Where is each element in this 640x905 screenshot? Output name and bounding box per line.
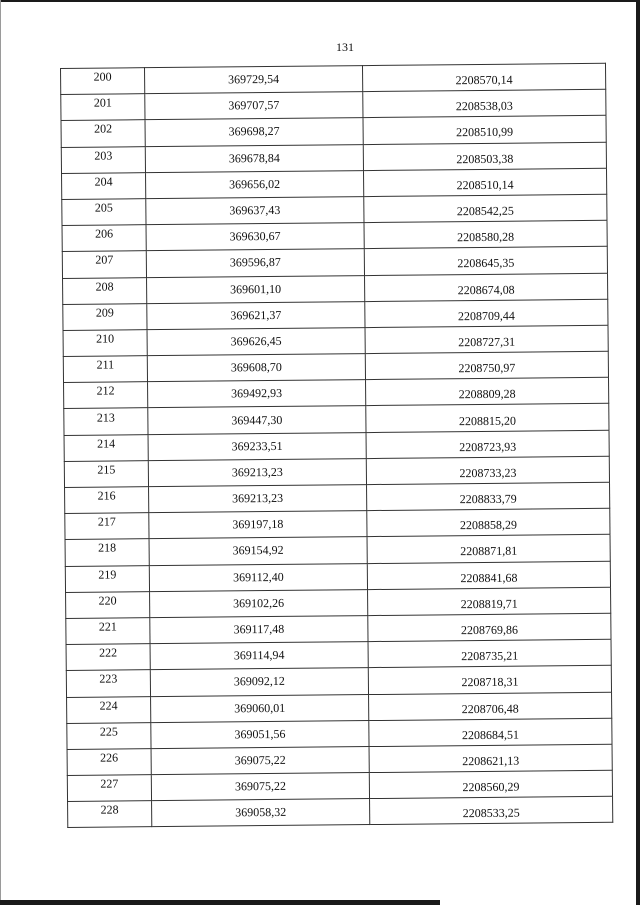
- point-number-cell-text: 214: [97, 436, 116, 451]
- point-number-cell-text: 224: [99, 698, 118, 713]
- y-coordinate-cell-text: 2208560,29: [462, 779, 520, 795]
- x-coordinate-cell-text: 369154,92: [232, 543, 284, 558]
- x-coordinate-cell-text: 369197,18: [232, 517, 284, 532]
- y-coordinate-cell-text: 2208503,38: [456, 151, 514, 166]
- x-coordinate-cell-text: 369621,37: [230, 307, 282, 323]
- point-number-cell: [63, 277, 147, 304]
- x-coordinate-cell-text: 369729,54: [228, 71, 280, 87]
- x-coordinate-cell-text: 369092,12: [233, 674, 285, 689]
- y-coordinate-cell: [369, 692, 612, 721]
- x-coordinate-cell: [149, 485, 367, 513]
- y-coordinate-cell-text: 2208718,31: [461, 675, 519, 690]
- x-coordinate-cell: [148, 406, 366, 434]
- point-number-cell-text: 201: [93, 95, 112, 110]
- point-number-cell-text: 202: [94, 121, 113, 137]
- y-coordinate-cell-text: 2208858,29: [459, 517, 517, 533]
- point-number-cell-text: 220: [98, 593, 117, 608]
- point-number-cell-text: 211: [96, 357, 115, 372]
- y-coordinate-cell: [367, 535, 610, 564]
- point-number-cell: [66, 670, 150, 697]
- point-number-cell-text: 219: [98, 567, 117, 582]
- point-number-cell-text: 207: [95, 252, 114, 268]
- page-number: 131: [336, 40, 354, 54]
- x-coordinate-cell-text: 369233,51: [231, 438, 283, 454]
- y-coordinate-cell-text: 2208833,79: [459, 491, 517, 507]
- point-number-cell-text: 215: [97, 462, 116, 477]
- y-coordinate-cell: [362, 63, 605, 92]
- x-coordinate-cell-text: 369117,48: [233, 621, 285, 637]
- y-coordinate-cell-text: 2208538,03: [455, 98, 513, 114]
- x-coordinate-cell: [148, 380, 366, 408]
- x-coordinate-cell-text: 369596,87: [229, 255, 281, 270]
- y-coordinate-cell-text: 2208645,35: [457, 256, 515, 271]
- y-coordinate-cell: [366, 377, 609, 406]
- point-number-cell: [65, 513, 149, 540]
- x-coordinate-cell-text: 369678,84: [228, 150, 280, 166]
- x-coordinate-cell-text: 369060,01: [234, 700, 286, 715]
- x-coordinate-cell: [149, 511, 367, 539]
- x-coordinate-cell: [145, 144, 363, 172]
- y-coordinate-cell: [363, 142, 606, 171]
- x-coordinate-cell: [146, 170, 364, 198]
- x-coordinate-cell-text: 369626,45: [230, 333, 282, 349]
- point-number-cell: [64, 408, 148, 435]
- y-coordinate-cell: [365, 325, 608, 354]
- y-coordinate-cell-text: 2208727,31: [458, 334, 516, 350]
- point-number-cell-text: 225: [99, 724, 118, 739]
- point-number-cell: [62, 251, 146, 278]
- y-coordinate-cell: [367, 561, 610, 590]
- x-coordinate-cell-text: 369213,23: [231, 464, 283, 480]
- x-coordinate-cell: [149, 537, 367, 565]
- y-coordinate-cell-text: 2208871,81: [460, 544, 518, 559]
- x-coordinate-cell: [148, 432, 366, 460]
- y-coordinate-cell: [370, 796, 613, 825]
- y-coordinate-cell: [367, 508, 610, 537]
- x-coordinate-cell-text: 369656,02: [229, 176, 281, 192]
- point-number-cell-text: 217: [97, 514, 116, 529]
- point-number-cell-text: 204: [94, 174, 113, 189]
- x-coordinate-cell: [150, 642, 368, 670]
- y-coordinate-cell-text: 2208809,28: [458, 386, 516, 402]
- y-coordinate-cell-text: 2208733,23: [459, 465, 517, 481]
- x-coordinate-cell: [151, 694, 369, 722]
- x-coordinate-cell-text: 369075,22: [234, 779, 286, 794]
- point-number-cell: [63, 303, 147, 330]
- y-coordinate-cell: [367, 482, 610, 511]
- x-coordinate-cell-text: 369058,32: [235, 805, 287, 820]
- point-number-cell: [65, 565, 149, 592]
- point-number-cell-text: 209: [95, 305, 114, 320]
- y-coordinate-cell-text: 2208621,13: [462, 753, 520, 769]
- x-coordinate-cell: [151, 746, 369, 774]
- coordinates-table-wrapper: [60, 63, 612, 829]
- x-coordinate-cell: [146, 197, 364, 225]
- point-number-cell: [61, 94, 145, 121]
- y-coordinate-cell: [364, 220, 607, 249]
- x-coordinate-cell-text: 369114,94: [233, 648, 285, 663]
- y-coordinate-cell-text: 2208510,99: [456, 125, 514, 140]
- y-coordinate-cell-text: 2208750,97: [458, 360, 516, 376]
- x-coordinate-cell: [152, 799, 370, 827]
- point-number-cell-text: 216: [97, 488, 116, 503]
- point-number-cell: [66, 618, 150, 645]
- x-coordinate-cell-text: 369102,26: [233, 595, 285, 611]
- x-coordinate-cell-text: 369051,56: [234, 726, 286, 742]
- point-number-cell: [61, 146, 145, 173]
- x-coordinate-cell: [146, 223, 364, 251]
- point-number-cell: [67, 696, 151, 723]
- y-coordinate-cell: [366, 430, 609, 459]
- y-coordinate-cell-text: 2208841,68: [460, 570, 518, 585]
- point-number-cell-text: 203: [94, 148, 113, 163]
- point-number-cell: [66, 644, 150, 671]
- x-coordinate-cell: [149, 563, 367, 591]
- x-coordinate-cell-text: 369213,23: [232, 490, 284, 506]
- point-number-cell-text: 205: [94, 200, 113, 215]
- point-number-cell-text: 210: [96, 331, 115, 346]
- y-coordinate-cell: [366, 404, 609, 433]
- y-coordinate-cell-text: 2208709,44: [457, 308, 515, 323]
- y-coordinate-cell-text: 2208815,20: [458, 413, 516, 428]
- scan-edge-right: [636, 0, 640, 905]
- y-coordinate-cell-text: 2208735,21: [461, 648, 519, 664]
- y-coordinate-cell: [368, 666, 611, 695]
- y-coordinate-cell: [363, 116, 606, 145]
- point-number-cell: [61, 120, 145, 147]
- x-coordinate-cell-text: 369637,43: [229, 202, 281, 218]
- point-number-cell-text: 212: [96, 383, 115, 399]
- x-coordinate-cell: [147, 275, 365, 303]
- y-coordinate-cell-text: 2208769,86: [460, 622, 518, 638]
- y-coordinate-cell-text: 2208674,08: [457, 282, 515, 297]
- y-coordinate-cell-text: 2208723,93: [459, 439, 517, 454]
- y-coordinate-cell: [363, 168, 606, 197]
- y-coordinate-cell-text: 2208533,25: [462, 805, 520, 821]
- y-coordinate-cell: [368, 639, 611, 668]
- coordinates-table: [60, 63, 613, 829]
- point-number-cell-text: 223: [99, 671, 118, 687]
- x-coordinate-cell-text: 369492,93: [231, 386, 283, 401]
- x-coordinate-cell: [150, 589, 368, 617]
- x-coordinate-cell-text: 369698,27: [228, 124, 280, 139]
- y-coordinate-cell: [369, 718, 612, 747]
- point-number-cell-text: 227: [100, 776, 119, 791]
- x-coordinate-cell-text: 369608,70: [230, 360, 282, 375]
- point-number-cell: [64, 434, 148, 461]
- x-coordinate-cell: [150, 616, 368, 644]
- point-number-cell: [67, 749, 151, 776]
- y-coordinate-cell: [366, 456, 609, 485]
- point-number-cell-text: 206: [95, 226, 114, 241]
- y-coordinate-cell: [365, 299, 608, 328]
- point-number-cell: [63, 356, 147, 383]
- scan-edge-bottom: [0, 900, 440, 905]
- point-number-cell-text: 222: [99, 645, 118, 660]
- table-row: [68, 796, 613, 827]
- y-coordinate-cell-text: 2208542,25: [456, 203, 514, 219]
- scan-edge-top: [0, 0, 640, 2]
- y-coordinate-cell: [369, 770, 612, 799]
- y-coordinate-cell: [363, 89, 606, 118]
- point-number-cell: [65, 487, 149, 514]
- x-coordinate-cell: [151, 773, 369, 801]
- point-number-cell: [62, 172, 146, 199]
- x-coordinate-cell: [150, 668, 368, 696]
- x-coordinate-cell: [145, 118, 363, 146]
- point-number-cell: [61, 68, 145, 95]
- y-coordinate-cell-text: 2208706,48: [461, 701, 519, 716]
- y-coordinate-cell-text: 2208819,71: [460, 596, 518, 612]
- x-coordinate-cell: [148, 458, 366, 486]
- point-number-cell-text: 200: [93, 69, 112, 84]
- y-coordinate-cell-text: 2208510,14: [456, 177, 514, 193]
- x-coordinate-cell: [147, 327, 365, 355]
- point-number-cell: [63, 330, 147, 357]
- x-coordinate-cell: [146, 249, 364, 277]
- coordinates-table-body: [61, 63, 613, 828]
- x-coordinate-cell-text: 369447,30: [231, 412, 283, 427]
- point-number-cell: [62, 225, 146, 252]
- point-number-cell: [64, 460, 148, 487]
- point-number-cell-text: 213: [96, 410, 115, 425]
- point-number-cell-text: 218: [98, 540, 117, 556]
- y-coordinate-cell-text: 2208570,14: [455, 72, 513, 88]
- x-coordinate-cell-text: 369601,10: [230, 281, 282, 296]
- y-coordinate-cell: [369, 744, 612, 773]
- point-number-cell-text: 226: [100, 750, 119, 765]
- x-coordinate-cell: [147, 301, 365, 329]
- x-coordinate-cell: [151, 720, 369, 748]
- x-coordinate-cell-text: 369630,67: [229, 229, 281, 244]
- y-coordinate-cell-text: 2208580,28: [457, 229, 515, 245]
- point-number-cell: [62, 199, 146, 226]
- point-number-cell: [67, 722, 151, 749]
- point-number-cell-text: 228: [100, 802, 119, 817]
- y-coordinate-cell: [368, 587, 611, 616]
- y-coordinate-cell: [364, 247, 607, 276]
- y-coordinate-cell: [365, 351, 608, 380]
- point-number-cell: [67, 775, 151, 802]
- x-coordinate-cell-text: 369075,22: [234, 752, 286, 768]
- point-number-cell-text: 221: [98, 619, 117, 634]
- point-number-cell-text: 208: [95, 279, 114, 294]
- y-coordinate-cell-text: 2208684,51: [461, 727, 519, 742]
- point-number-cell: [66, 591, 150, 618]
- point-number-cell: [68, 801, 152, 828]
- y-coordinate-cell: [364, 194, 607, 223]
- y-coordinate-cell: [368, 613, 611, 642]
- x-coordinate-cell: [145, 92, 363, 120]
- x-coordinate-cell: [147, 354, 365, 382]
- point-number-cell: [65, 539, 149, 566]
- x-coordinate-cell-text: 369707,57: [228, 98, 280, 113]
- point-number-cell: [64, 382, 148, 409]
- y-coordinate-cell: [365, 273, 608, 302]
- x-coordinate-cell: [145, 66, 363, 94]
- scan-edge-left: [0, 0, 1, 905]
- x-coordinate-cell-text: 369112,40: [233, 569, 284, 585]
